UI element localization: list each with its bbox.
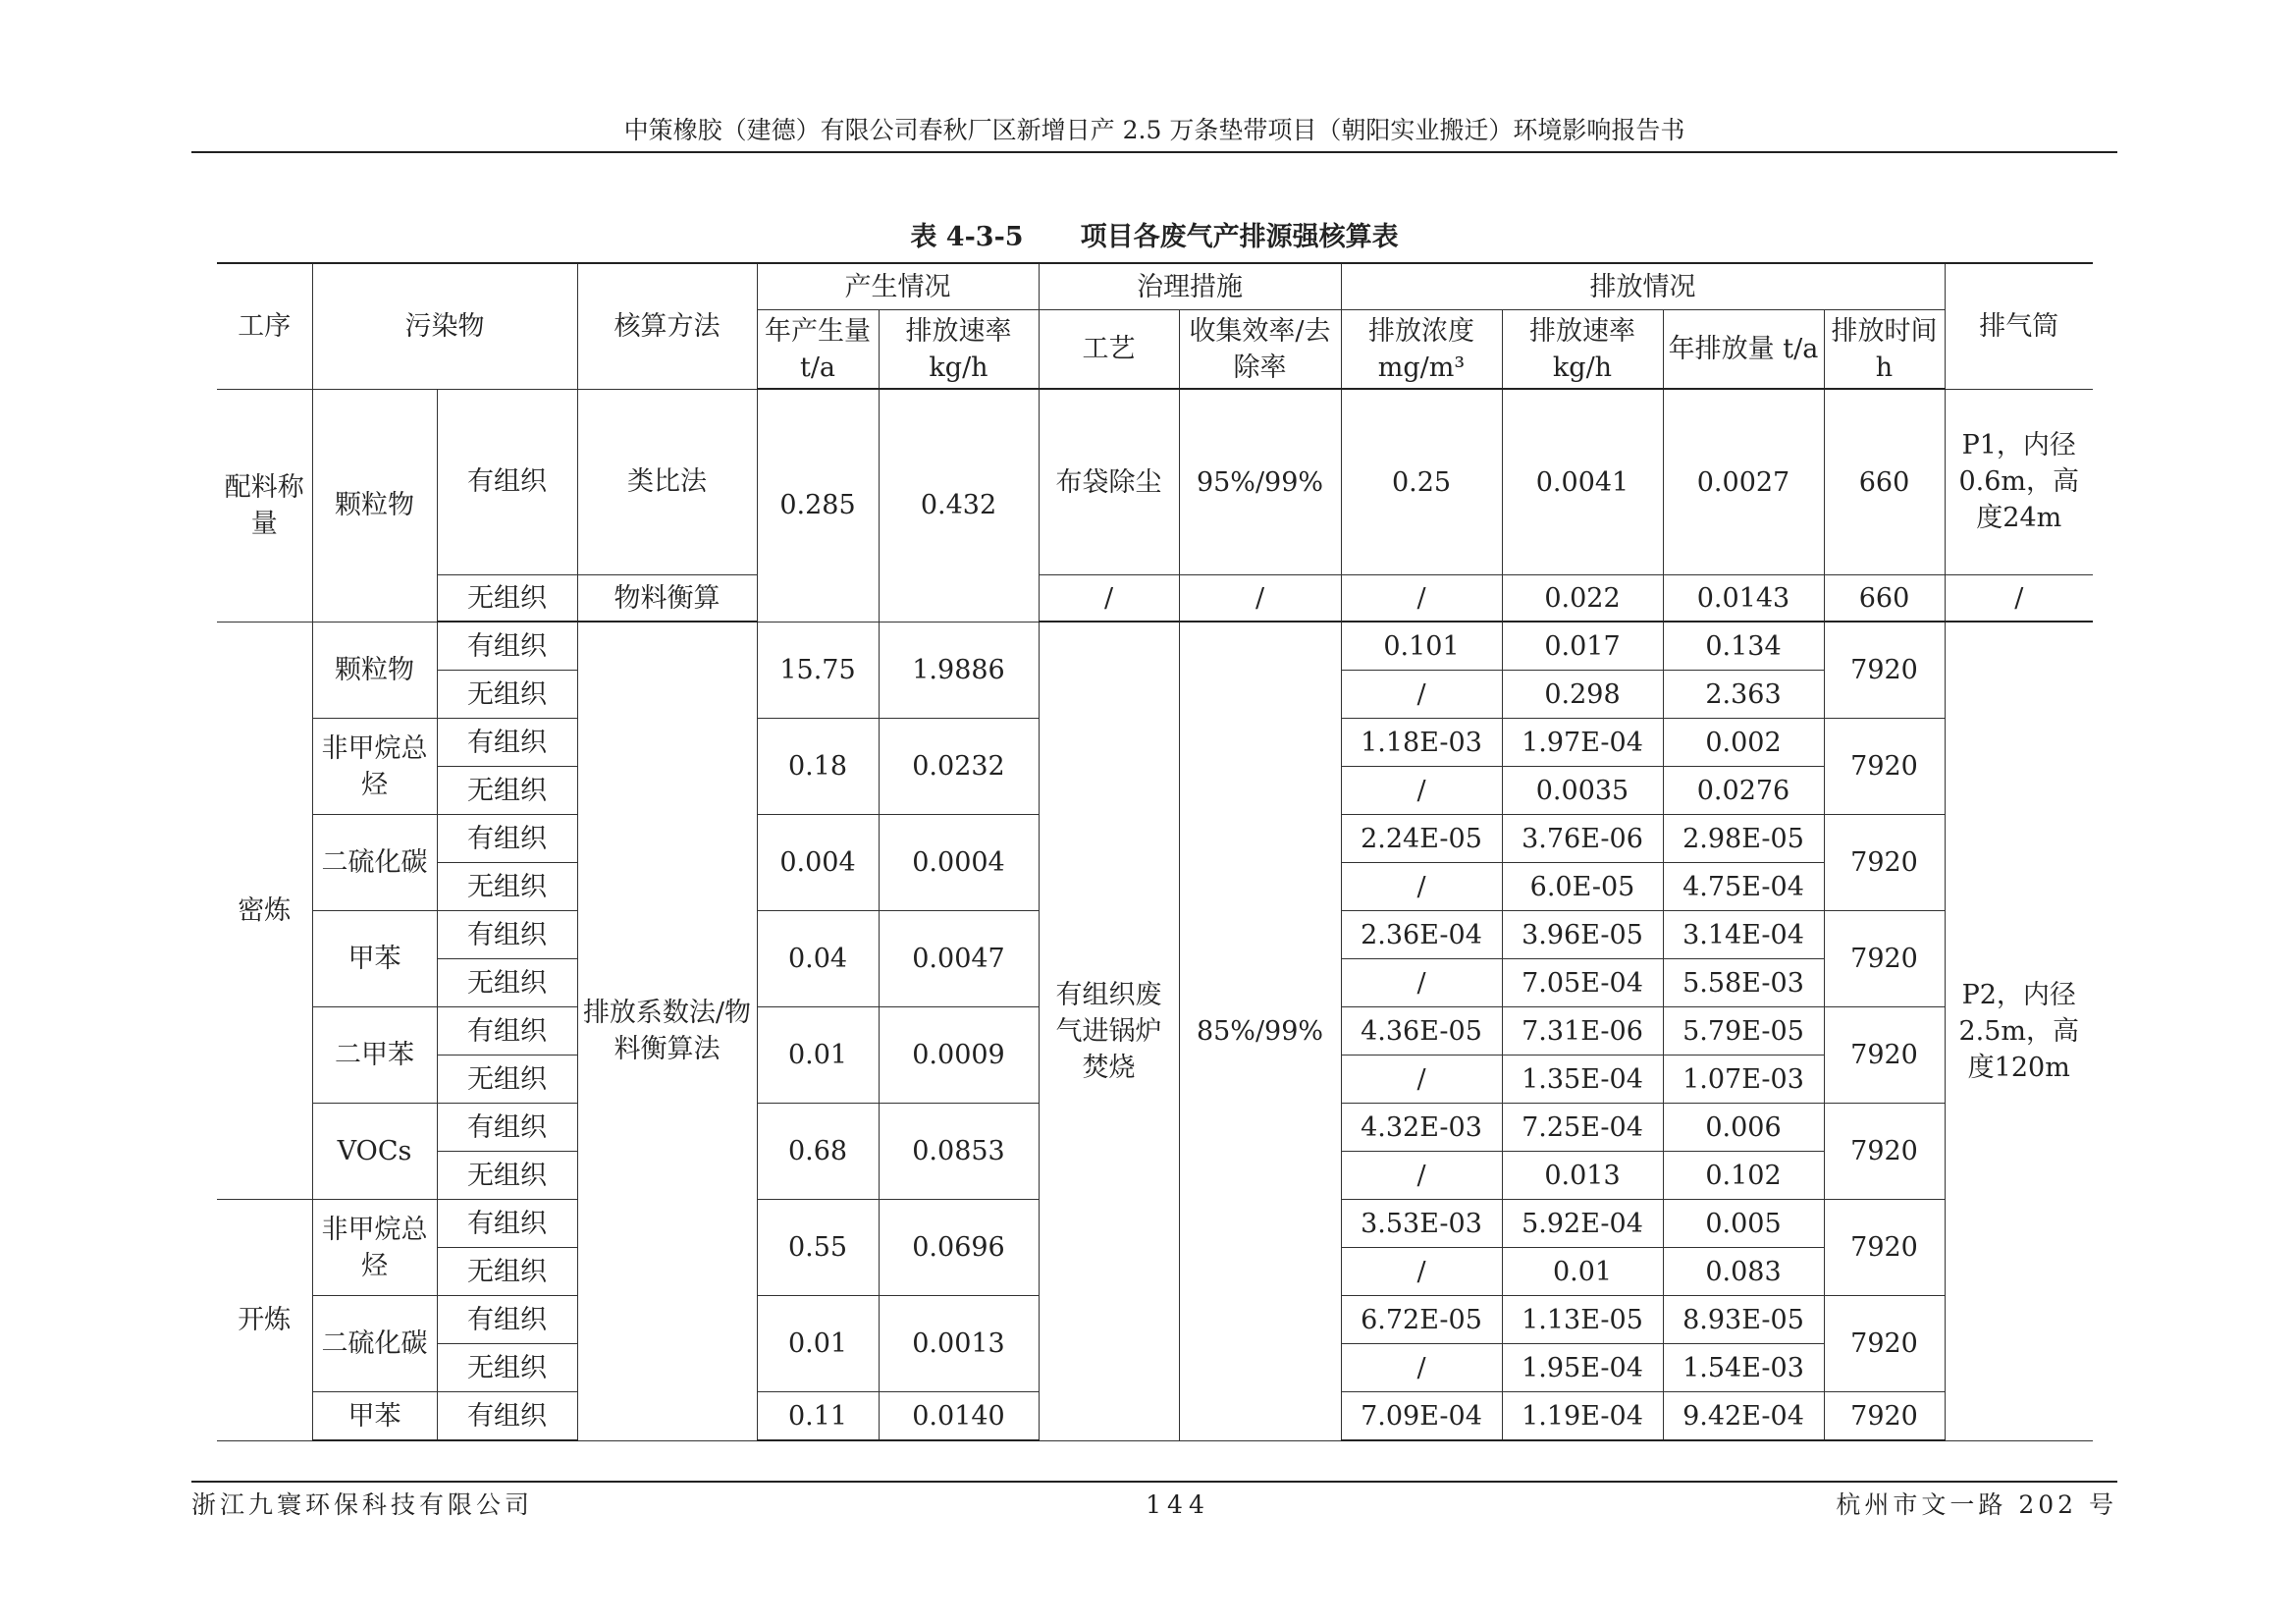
rate-cell: 0.298 <box>1502 671 1663 719</box>
table-number: 表 4-3-5 <box>910 222 1024 252</box>
emission-type-cell: 有组织 <box>437 911 577 959</box>
emission-type-cell: 无组织 <box>437 959 577 1007</box>
gen-rate-cell: 1.9886 <box>879 622 1039 719</box>
header-process: 工序 <box>217 263 312 389</box>
pollutant-cell: 二甲苯 <box>312 1007 437 1104</box>
rate-cell: 0.01 <box>1502 1248 1663 1296</box>
gen-rate-cell: 0.0853 <box>879 1104 1039 1200</box>
conc-cell: / <box>1341 767 1502 815</box>
header-treatment: 治理措施 <box>1039 263 1341 310</box>
rate-cell: 1.13E-05 <box>1502 1296 1663 1344</box>
pollutant-cell: 颗粒物 <box>312 389 437 622</box>
table-caption <box>191 221 2117 254</box>
hours-cell: 7920 <box>1824 815 1945 911</box>
annual-cell: 5.79E-05 <box>1663 1007 1824 1056</box>
gen-amount-cell: 0.01 <box>757 1007 879 1104</box>
conc-cell: / <box>1341 671 1502 719</box>
emission-type-cell: 有组织 <box>437 1104 577 1152</box>
hours-cell: 7920 <box>1824 719 1945 815</box>
emission-type-cell: 有组织 <box>437 1200 577 1248</box>
hours-cell: 7920 <box>1824 1007 1945 1104</box>
hours-cell: 7920 <box>1824 1104 1945 1200</box>
header-stack: 排气筒 <box>1945 263 2093 389</box>
conc-cell: / <box>1341 959 1502 1007</box>
pollutant-cell: 颗粒物 <box>312 622 437 719</box>
rate-cell: 0.013 <box>1502 1152 1663 1200</box>
efficiency-cell: 85%/99% <box>1179 622 1341 1440</box>
gen-rate-cell: 0.0232 <box>879 719 1039 815</box>
emission-type-cell: 无组织 <box>437 863 577 911</box>
emission-type-cell: 有组织 <box>437 815 577 863</box>
emission-type-cell: 有组织 <box>437 1007 577 1056</box>
emission-type-cell: 无组织 <box>437 1152 577 1200</box>
rate-cell: 0.017 <box>1502 622 1663 671</box>
emission-type-cell: 无组织 <box>437 1056 577 1104</box>
hours-cell: 7920 <box>1824 911 1945 1007</box>
conc-cell: 2.36E-04 <box>1341 911 1502 959</box>
rate-cell: 5.92E-04 <box>1502 1200 1663 1248</box>
process-cell: 开炼 <box>217 1200 312 1441</box>
annual-cell: 1.54E-03 <box>1663 1344 1824 1392</box>
hours-cell: 7920 <box>1824 1392 1945 1441</box>
gen-amount-cell: 15.75 <box>757 622 879 719</box>
header-pollutant: 污染物 <box>312 263 577 389</box>
annual-cell: 2.363 <box>1663 671 1824 719</box>
emission-type-cell: 无组织 <box>437 671 577 719</box>
hours-cell: 660 <box>1824 575 1945 623</box>
footer-company: 浙江九寰环保科技有限公司 <box>191 1490 534 1519</box>
rate-cell: 3.76E-06 <box>1502 815 1663 863</box>
pollutant-cell: 二硫化碳 <box>312 1296 437 1392</box>
conc-cell: 1.18E-03 <box>1341 719 1502 767</box>
hours-cell: 7920 <box>1824 1200 1945 1296</box>
table-row <box>217 575 2093 623</box>
rate-cell: 1.95E-04 <box>1502 1344 1663 1392</box>
pollutant-cell: 非甲烷总烃 <box>312 1200 437 1296</box>
conc-cell: / <box>1341 1248 1502 1296</box>
gen-amount-cell: 0.004 <box>757 815 879 911</box>
gen-rate-cell: 0.0009 <box>879 1007 1039 1104</box>
efficiency-cell: 95%/99% <box>1179 389 1341 575</box>
process-cell: 配料称量 <box>217 389 312 622</box>
header-rate: 排放速率 kg/h <box>1502 310 1663 390</box>
emission-type-cell: 有组织 <box>437 1296 577 1344</box>
gen-rate-cell: 0.0140 <box>879 1392 1039 1441</box>
table-row <box>217 389 2093 575</box>
annual-cell: 0.0027 <box>1663 389 1824 575</box>
emission-type-cell: 有组织 <box>437 719 577 767</box>
pollutant-cell: 甲苯 <box>312 1392 437 1441</box>
conc-cell: / <box>1341 1152 1502 1200</box>
annual-cell: 0.083 <box>1663 1248 1824 1296</box>
hours-cell: 7920 <box>1824 1296 1945 1392</box>
annual-cell: 9.42E-04 <box>1663 1392 1824 1441</box>
conc-cell: 0.25 <box>1341 389 1502 575</box>
gen-rate-cell: 0.0013 <box>879 1296 1039 1392</box>
gen-rate-cell: 0.0696 <box>879 1200 1039 1296</box>
annual-cell: 0.005 <box>1663 1200 1824 1248</box>
rate-cell: 3.96E-05 <box>1502 911 1663 959</box>
header-emission: 排放情况 <box>1341 263 1945 310</box>
conc-cell: / <box>1341 1056 1502 1104</box>
rate-cell: 1.97E-04 <box>1502 719 1663 767</box>
conc-cell: 4.32E-03 <box>1341 1104 1502 1152</box>
rate-cell: 0.0041 <box>1502 389 1663 575</box>
stack-cell: P1，内径0.6m，高度24m <box>1945 389 2093 575</box>
table-row <box>217 622 2093 671</box>
annual-cell: 4.75E-04 <box>1663 863 1824 911</box>
header-annual: 年排放量 t/a <box>1663 310 1824 390</box>
gen-amount-cell: 0.11 <box>757 1392 879 1441</box>
emission-type-cell: 无组织 <box>437 1344 577 1392</box>
pollutant-cell: 非甲烷总烃 <box>312 719 437 815</box>
header-row-1 <box>217 263 2093 310</box>
page-number: 144 <box>1146 1490 1210 1519</box>
annual-cell: 0.134 <box>1663 622 1824 671</box>
emission-table <box>217 262 2093 1441</box>
technique-cell: 有组织废气进锅炉焚烧 <box>1039 622 1179 1440</box>
gen-amount-cell: 0.04 <box>757 911 879 1007</box>
annual-cell: 3.14E-04 <box>1663 911 1824 959</box>
gen-amount-cell: 0.55 <box>757 1200 879 1296</box>
method-cell: 物料衡算 <box>577 575 757 623</box>
conc-cell: 6.72E-05 <box>1341 1296 1502 1344</box>
header-generation: 产生情况 <box>757 263 1039 310</box>
rate-cell: 1.19E-04 <box>1502 1392 1663 1441</box>
annual-cell: 0.102 <box>1663 1152 1824 1200</box>
header-conc: 排放浓度 mg/m³ <box>1341 310 1502 390</box>
conc-cell: 2.24E-05 <box>1341 815 1502 863</box>
method-cell: 类比法 <box>577 389 757 575</box>
stack-cell: / <box>1945 575 2093 623</box>
method-cell: 排放系数法/物料衡算法 <box>577 622 757 1440</box>
hours-cell: 660 <box>1824 389 1945 575</box>
conc-cell: 4.36E-05 <box>1341 1007 1502 1056</box>
gen-rate-cell: 0.0004 <box>879 815 1039 911</box>
pollutant-cell: 甲苯 <box>312 911 437 1007</box>
header-technique: 工艺 <box>1039 310 1179 390</box>
rate-cell: 1.35E-04 <box>1502 1056 1663 1104</box>
gen-amount-cell: 0.18 <box>757 719 879 815</box>
technique-cell: 布袋除尘 <box>1039 389 1179 575</box>
conc-cell: 0.101 <box>1341 622 1502 671</box>
emission-type-cell: 无组织 <box>437 1248 577 1296</box>
header-efficiency: 收集效率/去除率 <box>1179 310 1341 390</box>
annual-cell: 1.07E-03 <box>1663 1056 1824 1104</box>
emission-type-cell: 有组织 <box>437 1392 577 1441</box>
emission-type-cell: 无组织 <box>437 767 577 815</box>
rate-cell: 7.25E-04 <box>1502 1104 1663 1152</box>
pollutant-cell: VOCs <box>312 1104 437 1200</box>
gen-rate-cell: 0.432 <box>879 389 1039 622</box>
conc-cell: 7.09E-04 <box>1341 1392 1502 1441</box>
hours-cell: 7920 <box>1824 622 1945 719</box>
emission-type-cell: 无组织 <box>437 575 577 623</box>
annual-cell: 0.002 <box>1663 719 1824 767</box>
header-gen-rate: 排放速率 kg/h <box>879 310 1039 390</box>
header-rule <box>191 151 2117 153</box>
conc-cell: / <box>1341 863 1502 911</box>
process-cell: 密炼 <box>217 622 312 1200</box>
footer-rule <box>191 1481 2117 1483</box>
header-gen-amount: 年产生量 t/a <box>757 310 879 390</box>
pollutant-cell: 二硫化碳 <box>312 815 437 911</box>
annual-cell: 0.0143 <box>1663 575 1824 623</box>
gen-amount-cell: 0.68 <box>757 1104 879 1200</box>
header-hours: 排放时间 h <box>1824 310 1945 390</box>
gen-amount-cell: 0.01 <box>757 1296 879 1392</box>
header-method: 核算方法 <box>577 263 757 389</box>
stack-cell: P2，内径2.5m，高度120m <box>1945 622 2093 1440</box>
annual-cell: 5.58E-03 <box>1663 959 1824 1007</box>
rate-cell: 0.0035 <box>1502 767 1663 815</box>
conc-cell: 3.53E-03 <box>1341 1200 1502 1248</box>
annual-cell: 2.98E-05 <box>1663 815 1824 863</box>
running-header: 中策橡胶（建德）有限公司春秋厂区新增日产 2.5 万条垫带项目（朝阳实业搬迁）环境影响报告书 <box>623 116 1685 144</box>
rate-cell: 0.022 <box>1502 575 1663 623</box>
emission-type-cell: 有组织 <box>437 622 577 671</box>
emission-type-cell: 有组织 <box>437 389 577 575</box>
footer-address: 杭州市文一路 202 号 <box>1836 1490 2117 1519</box>
annual-cell: 8.93E-05 <box>1663 1296 1824 1344</box>
rate-cell: 7.31E-06 <box>1502 1007 1663 1056</box>
conc-cell: / <box>1341 575 1502 623</box>
annual-cell: 0.0276 <box>1663 767 1824 815</box>
rate-cell: 7.05E-04 <box>1502 959 1663 1007</box>
rate-cell: 6.0E-05 <box>1502 863 1663 911</box>
efficiency-cell: / <box>1179 575 1341 623</box>
gen-rate-cell: 0.0047 <box>879 911 1039 1007</box>
gen-amount-cell: 0.285 <box>757 389 879 622</box>
technique-cell: / <box>1039 575 1179 623</box>
annual-cell: 0.006 <box>1663 1104 1824 1152</box>
table-title: 项目各废气产排源强核算表 <box>1080 222 1399 252</box>
conc-cell: / <box>1341 1344 1502 1392</box>
